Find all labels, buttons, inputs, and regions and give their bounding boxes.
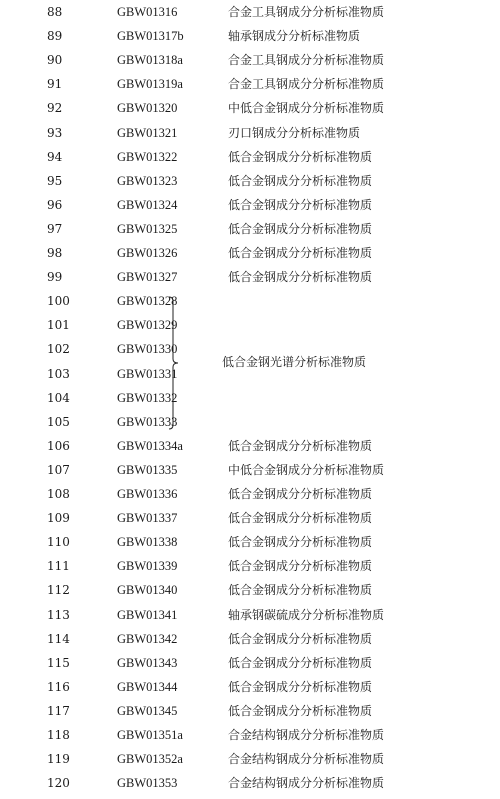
material-code: GBW01322 xyxy=(117,149,178,164)
table-row xyxy=(0,386,500,410)
material-name: 低合金钢成分分析标准物质 xyxy=(228,487,373,501)
material-code: GBW01319a xyxy=(117,77,183,92)
row-number: 89 xyxy=(47,29,63,44)
row-number: 90 xyxy=(47,53,63,68)
material-name: 刃口钢成分分析标准物质 xyxy=(228,125,361,140)
table-row xyxy=(0,578,500,602)
row-number: 107 xyxy=(47,462,70,477)
material-code: GBW01338 xyxy=(117,535,178,550)
material-code: GBW01351a xyxy=(117,728,183,742)
row-number: 112 xyxy=(47,583,70,598)
material-code: GBW01340 xyxy=(117,583,178,598)
material-name: 低合金钢成分分析标准物质 xyxy=(228,703,373,718)
row-number: 97 xyxy=(47,221,63,236)
table-row xyxy=(0,72,500,96)
material-name: 低合金钢成分分析标准物质 xyxy=(228,631,373,646)
row-number: 104 xyxy=(47,390,70,405)
material-code: GBW01335 xyxy=(117,462,178,477)
table-row xyxy=(0,265,500,289)
material-code: GBW01336 xyxy=(117,487,178,501)
table-row xyxy=(0,145,500,169)
material-name: 低合金钢成分分析标准物质 xyxy=(228,559,373,574)
material-code: GBW01325 xyxy=(117,221,178,236)
table-row xyxy=(0,771,500,795)
material-code: GBW01337 xyxy=(117,511,178,526)
row-number: 115 xyxy=(47,655,70,670)
row-number: 98 xyxy=(47,246,63,260)
table-row xyxy=(0,313,500,337)
table-row xyxy=(0,241,500,265)
table-row xyxy=(0,169,500,193)
material-code: GBW01345 xyxy=(117,703,178,718)
table-row xyxy=(0,458,500,482)
material-name: 合金结构钢成分分析标准物质 xyxy=(228,776,385,791)
row-number: 100 xyxy=(47,294,70,309)
material-name: 轴承钢碳硫成分分析标准物质 xyxy=(228,607,385,622)
material-code: GBW01328 xyxy=(117,294,178,309)
table-row xyxy=(0,723,500,747)
row-number: 117 xyxy=(47,703,70,718)
row-number: 93 xyxy=(47,125,63,140)
row-number: 91 xyxy=(47,77,63,92)
row-number: 102 xyxy=(47,342,70,357)
material-name: 合金工具钢成分分析标准物质 xyxy=(228,5,385,19)
material-code: GBW01329 xyxy=(117,318,178,333)
table-row xyxy=(0,651,500,675)
row-number: 88 xyxy=(47,5,63,19)
table-row xyxy=(0,482,500,506)
table-row xyxy=(0,410,500,434)
material-code: GBW01341 xyxy=(117,607,178,622)
material-name: 中低合金钢成分分析标准物质 xyxy=(228,462,385,477)
row-number: 119 xyxy=(47,752,70,767)
table-row xyxy=(0,289,500,313)
row-number: 92 xyxy=(47,101,63,116)
material-code: GBW01343 xyxy=(117,655,178,670)
material-name: 低合金钢成分分析标准物质 xyxy=(228,197,373,212)
row-number: 110 xyxy=(47,535,70,550)
material-code: GBW01353 xyxy=(117,776,178,791)
material-code: GBW01352a xyxy=(117,752,183,767)
material-code: GBW01327 xyxy=(117,270,178,285)
material-name: 低合金钢成分分析标准物质 xyxy=(228,149,373,164)
row-number: 95 xyxy=(47,173,63,188)
row-number: 94 xyxy=(47,149,63,164)
material-name: 低合金钢成分分析标准物质 xyxy=(228,583,373,598)
group-material-name: 低合金钢光谱分析标准物质 xyxy=(222,355,367,369)
table-row xyxy=(0,675,500,699)
row-number: 113 xyxy=(47,607,70,622)
table-row xyxy=(0,530,500,554)
material-name: 低合金钢成分分析标准物质 xyxy=(228,511,373,526)
row-number: 118 xyxy=(47,728,70,742)
row-number: 108 xyxy=(47,487,70,501)
material-code: GBW01326 xyxy=(117,246,178,260)
table-row xyxy=(0,121,500,145)
table-row xyxy=(0,48,500,72)
row-number: 101 xyxy=(47,318,70,333)
material-name: 中低合金钢成分分析标准物质 xyxy=(228,101,385,116)
material-code: GBW01320 xyxy=(117,101,178,116)
material-name: 低合金钢成分分析标准物质 xyxy=(228,655,373,670)
material-name: 低合金钢成分分析标准物质 xyxy=(228,270,373,285)
row-number: 106 xyxy=(47,438,70,453)
material-name: 低合金钢成分分析标准物质 xyxy=(228,679,373,694)
material-code: GBW01342 xyxy=(117,631,178,646)
material-code: GBW01330 xyxy=(117,342,178,357)
material-name: 低合金钢成分分析标准物质 xyxy=(228,246,373,260)
row-number: 96 xyxy=(47,197,63,212)
row-number: 114 xyxy=(47,631,70,646)
material-name: 合金结构钢成分分析标准物质 xyxy=(228,752,385,767)
material-code: GBW01323 xyxy=(117,173,178,188)
row-number: 120 xyxy=(47,776,70,791)
material-code: GBW01318a xyxy=(117,53,183,68)
material-name: 低合金钢成分分析标准物质 xyxy=(228,438,373,453)
material-name: 合金工具钢成分分析标准物质 xyxy=(228,77,385,92)
material-code: GBW01331 xyxy=(117,366,178,381)
material-code: GBW01339 xyxy=(117,559,178,574)
grouping-brace xyxy=(168,296,180,430)
table-row xyxy=(0,96,500,120)
row-number: 111 xyxy=(47,559,70,574)
material-code: GBW01333 xyxy=(117,414,178,429)
table-row xyxy=(0,506,500,530)
material-code: GBW01321 xyxy=(117,125,178,140)
table-row xyxy=(0,24,500,48)
material-code: GBW01316 xyxy=(117,5,178,19)
table-row xyxy=(0,434,500,458)
material-code: GBW01317b xyxy=(117,29,184,44)
material-code: GBW01332 xyxy=(117,390,178,405)
material-name: 合金结构钢成分分析标准物质 xyxy=(228,728,385,742)
row-number: 99 xyxy=(47,270,63,285)
material-name: 低合金钢成分分析标准物质 xyxy=(228,221,373,236)
material-name: 合金工具钢成分分析标准物质 xyxy=(228,53,385,68)
table-row xyxy=(0,747,500,771)
table-row xyxy=(0,699,500,723)
material-code: GBW01344 xyxy=(117,679,178,694)
table-row xyxy=(0,554,500,578)
row-number: 116 xyxy=(47,679,70,694)
material-name: 低合金钢成分分析标准物质 xyxy=(228,535,373,550)
table-row xyxy=(0,603,500,627)
table-row xyxy=(0,217,500,241)
row-number: 103 xyxy=(47,366,70,381)
material-name: 轴承钢成分分析标准物质 xyxy=(228,29,361,44)
row-number: 109 xyxy=(47,511,70,526)
material-name: 低合金钢成分分析标准物质 xyxy=(228,173,373,188)
row-number: 105 xyxy=(47,414,70,429)
table-row xyxy=(0,193,500,217)
table-row xyxy=(0,0,500,24)
table-row xyxy=(0,627,500,651)
material-code: GBW01324 xyxy=(117,197,178,212)
material-code: GBW01334a xyxy=(117,438,183,453)
